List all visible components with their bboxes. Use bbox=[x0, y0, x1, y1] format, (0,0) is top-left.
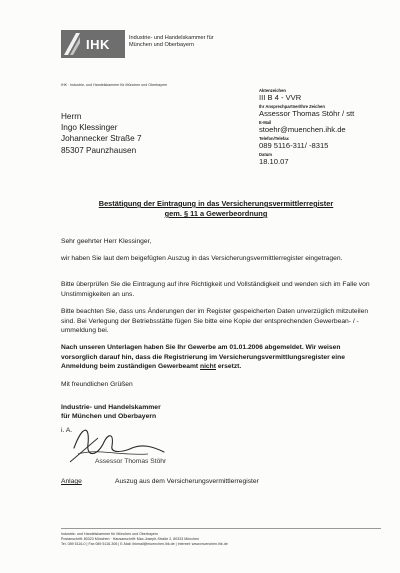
paragraph-4-part2: ersetzt. bbox=[215, 363, 242, 371]
letter-footer bbox=[61, 532, 381, 547]
file-number-label: Aktenzeichen bbox=[259, 88, 286, 93]
enclosure bbox=[61, 478, 259, 485]
enclosure-label: Anlage bbox=[61, 478, 82, 485]
footer-line2: Postanschrift: 80323 München · Hausanschrift: Max-Joseph-Straße 2, 80333 München bbox=[61, 537, 200, 541]
contact-label: Ihr Ansprechpartner/Ihre Zeichen bbox=[259, 104, 325, 109]
footer-divider bbox=[61, 528, 381, 529]
recipient-name: Ingo Klessinger bbox=[61, 123, 118, 133]
subject-line1: Bestätigung der Eintragung in das Versicherungsvermittlerregister bbox=[98, 199, 334, 208]
paragraph-2: Bitte überprüfen Sie die Eintragung auf ihre Richtigkeit und Vollständigkeit und wenden sich im Falle von Unstimmigkeiten an uns. bbox=[61, 281, 370, 298]
email-value: stoehr@muenchen.ihk.de bbox=[259, 125, 346, 134]
paragraph-4-part1: Nach unseren Unterlagen haben Sie Ihr Gewerbe am 01.01.2006 abgemeldet. Wir weisen vorsorglich darauf hin, dass die Registrierung im Versicherungsvermittlungsregister eine Anmeldung beim zuständigen Gewerbeamt bbox=[61, 344, 345, 371]
date-value: 18.10.07 bbox=[259, 157, 289, 166]
phone-label: Telefon/Telefax bbox=[259, 136, 289, 141]
recipient-street: Johannecker Straße 7 bbox=[61, 134, 142, 144]
signature-org-line1: Industrie- und Handelskammer bbox=[61, 404, 161, 411]
file-number-value: III B 4 - VVR bbox=[259, 93, 302, 102]
paragraph-4 bbox=[61, 343, 377, 372]
recipient-address bbox=[61, 111, 142, 156]
signature-org-line2: für München und Oberbayern bbox=[61, 413, 157, 420]
phone-value: 089 5116-311/ -8315 bbox=[259, 141, 329, 150]
ihk-logo-mark-icon bbox=[61, 30, 83, 58]
footer-line3: Tel. 089 5116-0 | Fax 089 5116-306 | E-Mail: ihkmail@muenchen.ihk.de | Internet: www.muenchen.ihk.de bbox=[61, 542, 228, 546]
contact-value: Assessor Thomas Stöhr / stt bbox=[259, 109, 355, 118]
reference-block bbox=[259, 88, 384, 168]
signer-name: Assessor Thomas Stöhr bbox=[95, 458, 167, 465]
letterhead-org-line1: Industrie- und Handelskammer für bbox=[129, 35, 214, 41]
sender-return-line: IHK · Industrie- und Handelskammer für München und Oberbayern bbox=[61, 83, 168, 87]
date-label: Datum bbox=[259, 152, 273, 157]
paragraph-4-underlined: nicht bbox=[199, 363, 216, 371]
subject-line2: gem. § 11 a Gewerbeordnung bbox=[164, 209, 268, 218]
email-label: E-Mail bbox=[259, 120, 272, 125]
paragraph-3: Bitte beachten Sie, dass uns Änderungen der im Register gespeicherten Daten unverzüglich mitzuteilen sind. Bei Verlegung der Betriebsstätte fügen Sie bitte eine Kopie der entsprechenden Gewerbean- / -ummeldung bei. bbox=[61, 308, 369, 335]
closing-phrase: Mit freundlichen Grüßen bbox=[61, 381, 133, 388]
footer-line1: Industrie- und Handelskammer für München und Oberbayern bbox=[61, 532, 159, 536]
recipient-city: 85307 Paunzhausen bbox=[61, 145, 137, 155]
letterhead-org-line2: München und Oberbayern bbox=[129, 42, 194, 48]
letterhead-org bbox=[129, 35, 249, 49]
recipient-salutation: Herrn bbox=[61, 112, 82, 121]
letter-subject bbox=[61, 199, 371, 219]
ihk-logo bbox=[61, 30, 125, 58]
greeting: Sehr geehrter Herr Klessinger, bbox=[61, 238, 152, 245]
paragraph-1: wir haben Sie laut dem beigefügten Auszug in das Versicherungsvermittlerregister eingetragen. bbox=[61, 255, 343, 262]
on-behalf-label: i. A. bbox=[61, 427, 73, 434]
enclosure-text: Auszug aus dem Versicherungsvermittlerregister bbox=[115, 478, 259, 485]
logo-text: IHK bbox=[86, 36, 110, 52]
